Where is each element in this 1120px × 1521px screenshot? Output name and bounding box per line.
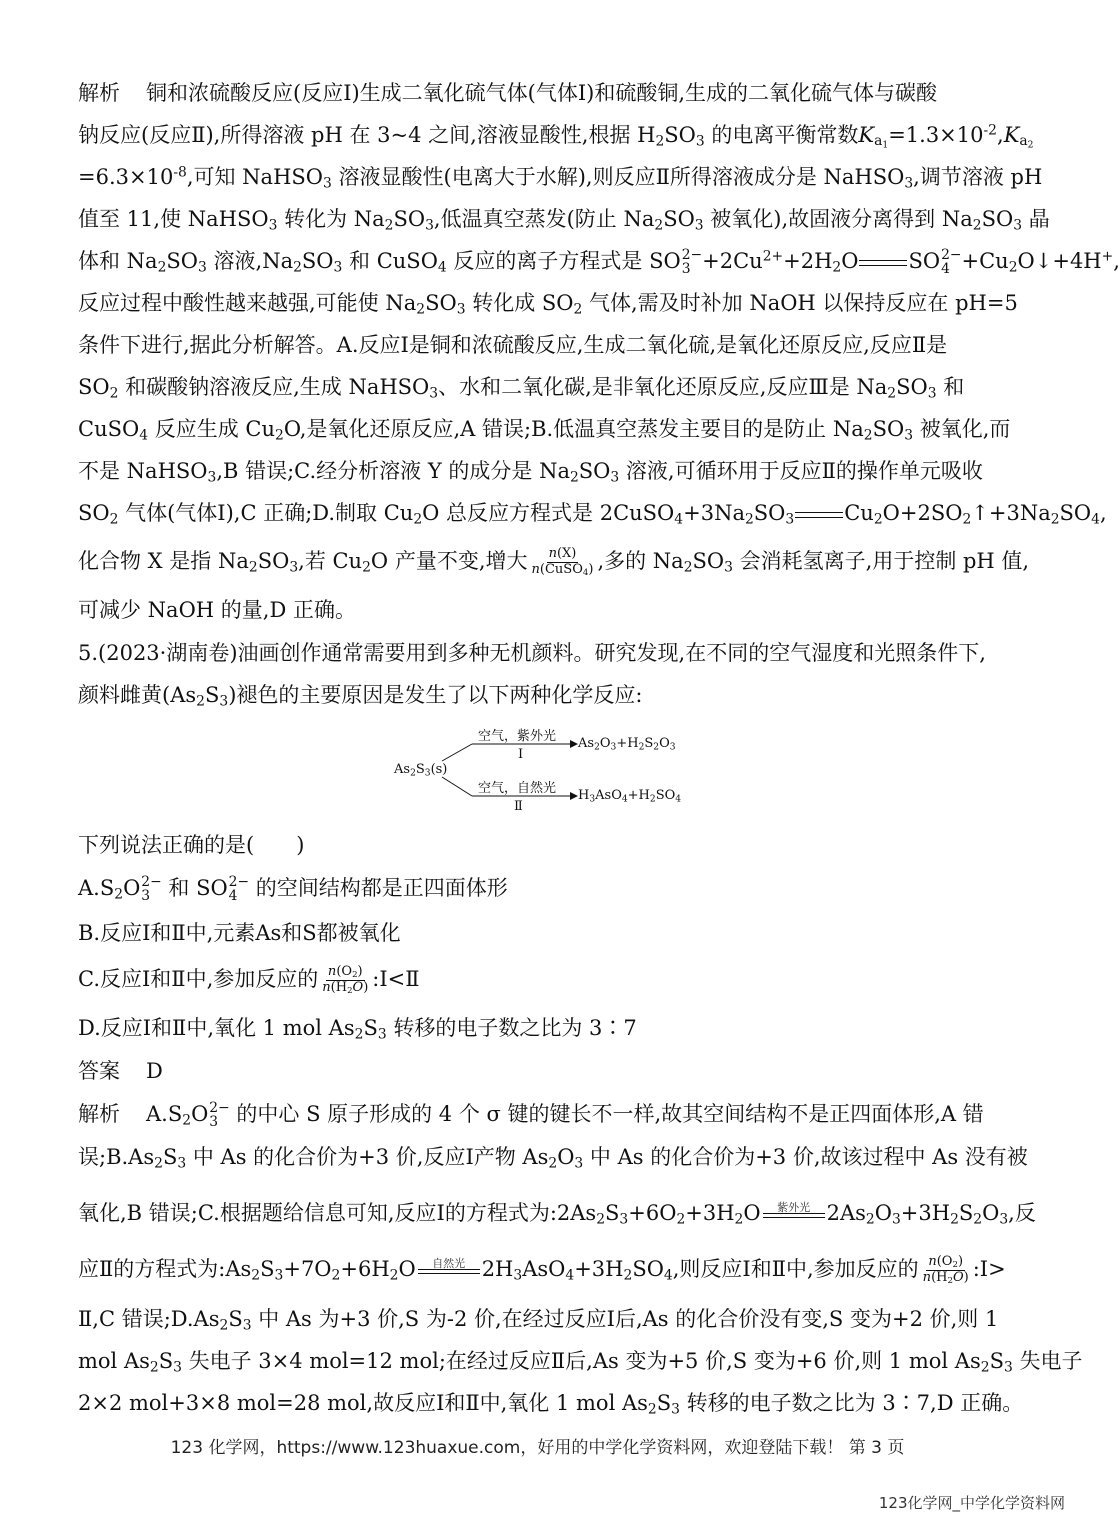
analysis-line-3: $=6.3\times 10^{-8}$,可知 NaHSO$_3$ 溶液显酸性(电离大于水解),则反应Ⅱ所得溶液成分是 NaHSO$_3$,调节溶液 pH [78, 164, 1043, 192]
page-footer: 123 化学网，https://www.123huaxue.com，好用的中学化学资料网，欢迎登陆下载！ 第 3 页 [170, 1438, 905, 1458]
answer-label: 答案 [78, 1059, 120, 1083]
analysis-line-7: 条件下进行,据此分析解答。A.反应Ⅰ是铜和浓硫酸反应,生成二氧化硫,是氧化还原反应,反应Ⅱ是 [78, 333, 948, 357]
analysis5-line-4: 应Ⅱ的方程式为$:As_2S_3+7O_2+6H_2O$ 自然光 $2H_3AsO_4+3H_2SO_4$,则反应Ⅰ和Ⅱ中,参加反应的 $\frac{n(O_2)}{n(H_2O)}$ :Ⅰ> [78, 1254, 1006, 1287]
scheme-upper-condition: 空气，紫外光 [478, 729, 557, 744]
scheme-lower-label: Ⅱ [514, 799, 523, 814]
analysis-line-4: 值至 11,使 NaHSO$_3$ 转化为 $Na_2SO_3$,低温真空蒸发(防止 $Na_2SO_3$ 被氧化),故固液分离得到 $Na_2SO_3$ 晶 [78, 207, 1050, 234]
analysis-line-13: 可减少 NaOH 的量,D 正确。 [78, 598, 356, 622]
answer-line [78, 1056, 163, 1086]
analysis-line-1: 解析 铜和浓硫酸反应(反应Ⅰ)生成二氧化硫气体(气体Ⅰ)和硫酸铜,生成的二氧化硫气体与碳酸 [78, 81, 938, 105]
reaction-scheme [380, 715, 720, 825]
watermark: 123化学网_中学化学资料网 [878, 1494, 1065, 1512]
q5-question: 下列说法正确的是( ) [78, 833, 305, 857]
analysis5-line-7: 2×2 mol+3×8 mol=28 mol,故反应Ⅰ和Ⅱ中,氧化 1 mol $As_2S_3$ 转移的电子数之比为 3∶7,D 正确。 [78, 1391, 1024, 1418]
analysis5-line-3: 氧化,B 错误;C.根据题给信息可知,反应Ⅰ的方程式为$:2As_2S_3+6O_2+3H_2O$ 紫外光 $2As_2O_3+3H_2S_2O_3$,反 [78, 1200, 1036, 1228]
scheme-reactant: $As_2S_3(s)$ [394, 762, 448, 779]
analysis5-label: 解析 [78, 1102, 120, 1126]
q5-stem-line-2: 颜料雌黄$(As_2S_3)$褪色的主要原因是发生了以下两种化学反应: [78, 683, 643, 710]
analysis-line-2: 钠反应(反应Ⅱ),所得溶液 pH 在 3~4 之间,溶液显酸性,根据 $H_2SO_3$ 的电离平衡常数$K_{a_1}=1.3\times 10^{-2},K_{a_2}$ [78, 122, 1034, 151]
fraction-nO2-nH2O-2: $\frac{n(O_2)}{n(H_2O)}$ [922, 1254, 969, 1287]
analysis5-line-1: 解析 $A.S_2O$ 2− 3 的中心 S 原子形成的 4 个 σ 键的键长不一样,故其空间结构不是正四面体形,A 错 [78, 1099, 984, 1130]
analysis-line-5: 体和 $Na_2SO_3$ 溶液$,Na_2SO_3$ 和 CuSO$_4$ 反应的离子方程式是 SO 2− 3 $+2Cu^{2+}+2H_2O$ SO 2− 4 $+Cu_2O↓+4H^+$, [78, 246, 1120, 277]
analysis5-line-6: mol $As_2S_3$ 失电子 3×4 mol=12 mol;在经过反应Ⅱ后,As 变为+5 价,S 变为+6 价,则 1 mol $As_2S_3$ 失电子 [78, 1349, 1083, 1376]
scheme-upper-label: Ⅰ [518, 747, 524, 762]
analysis-line-11: $SO_2$ 气体(气体Ⅰ),C 正确;D.制取 $Cu_2O$ 总反应方程式是 $2CuSO_4+3Na_2SO_3$ $Cu_2O+2SO_2↑+3Na_2SO_4$, [78, 501, 1107, 528]
answer-value: D [146, 1059, 163, 1083]
option-c: C.反应Ⅰ和Ⅱ中,参加反应的 $\frac{n(O_2)}{n(H_2O)}$ :Ⅰ<Ⅱ [78, 964, 420, 997]
analysis-line-8: $SO_2$ 和碳酸钠溶液反应,生成 NaHSO$_3$、水和二氧化碳,是非氧化还原反应,反应Ⅲ是 $Na_2SO_3$ 和 [78, 375, 965, 402]
analysis5-line-5: Ⅱ,C 错误$;D.As_2S_3$ 中 As 为+3 价,S 为-2 价,在经过反应Ⅰ后,As 的化合价没有变,S 变为+2 价,则 1 [78, 1307, 999, 1334]
fraction-nO2-nH2O: $\frac{n(O_2)}{n(H_2O)}$ [322, 964, 369, 997]
analysis-line-12: 化合物 X 是指 $Na_2SO_3$,若 $Cu_2O$ 产量不变,增大 $\frac{n(X)}{n(CuSO_4)}$ ,多的 $Na_2SO_3$ 会消耗氢离子,用于控制 pH 值, [78, 546, 1030, 579]
scheme-lower-product: $H_3AsO_4+H_2SO_4$ [578, 788, 682, 805]
arrow-uv: 紫外光 [763, 1211, 825, 1219]
analysis5-line-2: 误$;B.As_2S_3$ 中 As 的化合价为+3 价,反应Ⅰ产物 $As_2O_3$ 中 As 的化合价为+3 价,故该过程中 As 没有被 [78, 1145, 1028, 1172]
option-a: $A.S_2O$ 2− 3 和 SO 2− 4 的空间结构都是正四面体形 [78, 873, 508, 904]
scheme-upper-product: $As_2O_3+H_2S_2O_3$ [578, 736, 676, 753]
option-d: D.反应Ⅰ和Ⅱ中,氧化 1 mol $As_2S_3$ 转移的电子数之比为 3∶7 [78, 1016, 637, 1043]
scheme-lower-condition: 空气，自然光 [478, 781, 557, 796]
analysis-line-6: 反应过程中酸性越来越强,可能使 $Na_2SO_3$ 转化成 $SO_2$ 气体,需及时补加 NaOH 以保持反应在 pH=5 [78, 291, 1018, 318]
option-b: B.反应Ⅰ和Ⅱ中,元素As和S都被氧化 [78, 921, 401, 945]
q5-stem-line-1: 5.(2023·湖南卷)油画创作通常需要用到多种无机颜料。研究发现,在不同的空气湿度和光照条件下, [78, 641, 986, 665]
analysis-line-9: CuSO$_4$ 反应生成 $Cu_2O$,是氧化还原反应,A 错误;B.低温真空蒸发主要目的是防止 $Na_2SO_3$ 被氧化,而 [78, 417, 1011, 444]
arrow-natural: 自然光 [418, 1267, 480, 1275]
analysis-line-10: 不是 NaHSO$_3$,B 错误;C.经分析溶液 Y 的成分是 $Na_2SO_3$ 溶液,可循环用于反应Ⅱ的操作单元吸收 [78, 459, 983, 486]
fraction-nX-nCuSO4: $\frac{n(X)}{n(CuSO_4)}$ [531, 546, 594, 579]
analysis-label: 解析 [78, 81, 120, 105]
